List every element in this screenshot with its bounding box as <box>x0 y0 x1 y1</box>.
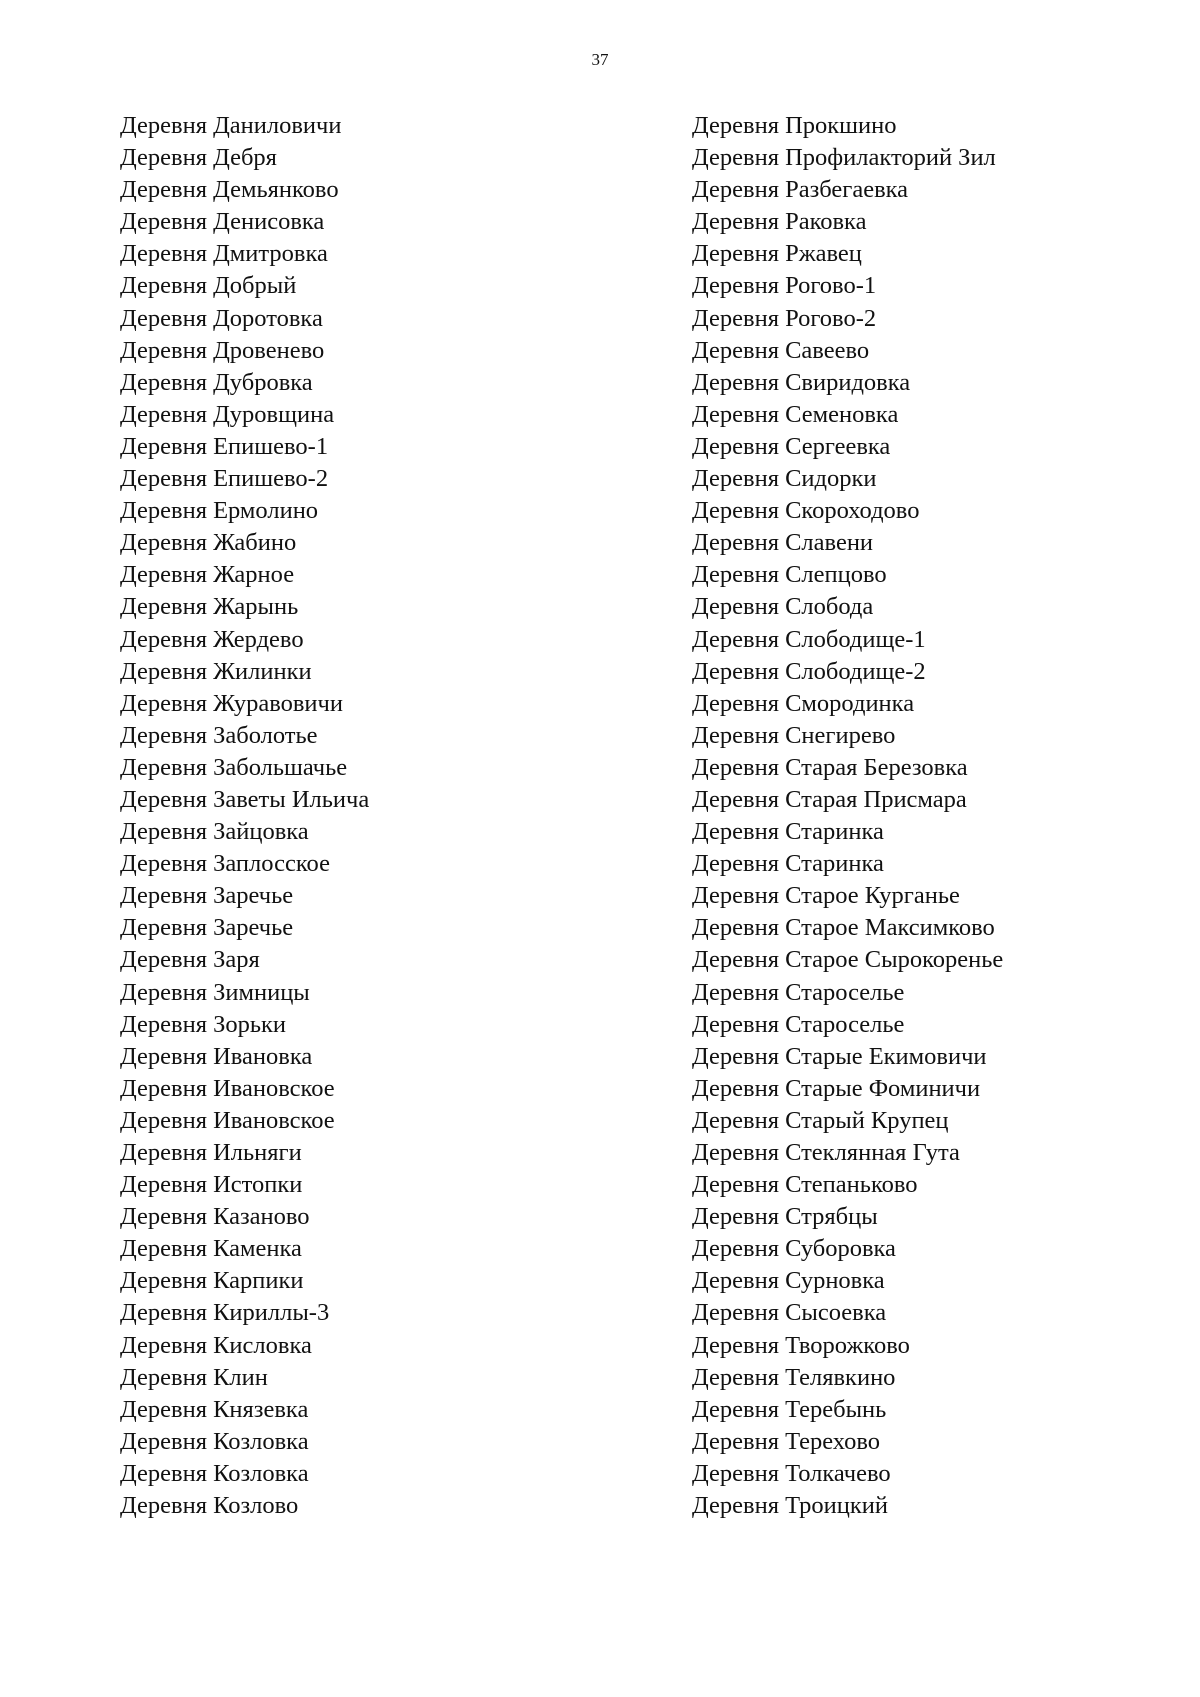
list-item: Деревня Семеновка <box>692 400 899 428</box>
list-item: Деревня Ивановка <box>120 1042 313 1070</box>
list-item: Деревня Дебря <box>120 144 277 172</box>
list-item: Деревня Демьянково <box>120 176 339 204</box>
list-item: Деревня Старая Присмара <box>692 785 967 813</box>
list-item: Деревня Забольшачье <box>120 753 348 781</box>
list-item: Деревня Старый Крупец <box>692 1106 949 1134</box>
list-item: Деревня Старое Сырокоренье <box>692 946 1004 974</box>
list-item: Деревня Дровенево <box>120 336 325 364</box>
list-item: Деревня Жарное <box>120 561 295 589</box>
list-item: Деревня Ильняги <box>120 1139 302 1166</box>
list-item: Деревня Журавовичи <box>120 689 343 717</box>
list-item: Деревня Сергеевка <box>692 432 891 460</box>
list-item: Деревня Клин <box>120 1363 268 1391</box>
list-item: Деревня Скороходово <box>692 497 920 525</box>
list-item: Деревня Заболотье <box>120 721 318 749</box>
list-item: Деревня Старые Фоминичи <box>692 1074 981 1102</box>
list-item: Деревня Свиридовка <box>692 368 911 396</box>
list-item: Деревня Сидорки <box>692 465 877 493</box>
list-item: Деревня Заречье <box>120 914 294 942</box>
list-item: Деревня Епишево-2 <box>120 465 329 493</box>
list-item: Деревня Терехово <box>692 1427 881 1455</box>
list-item: Деревня Доротовка <box>120 304 323 332</box>
list-item: Деревня Жилинки <box>120 657 312 685</box>
list-item: Деревня Прокшино <box>692 112 897 139</box>
list-item: Деревня Троицкий <box>692 1492 888 1520</box>
list-item: Деревня Старинка <box>692 818 884 846</box>
list-item: Деревня Степаньково <box>692 1171 918 1199</box>
list-item: Деревня Снегирево <box>692 721 896 749</box>
list-item: Деревня Дуровщина <box>120 400 335 428</box>
list-item: Деревня Суборовка <box>692 1235 896 1263</box>
list-item: Деревня Добрый <box>120 272 297 300</box>
list-item: Деревня Староселье <box>692 1010 905 1038</box>
list-item: Деревня Смородинка <box>692 689 915 717</box>
list-item: Деревня Казаново <box>120 1203 310 1231</box>
list-item: Деревня Толкачево <box>692 1459 891 1487</box>
list-item: Деревня Жабино <box>120 529 297 557</box>
list-item: Деревня Славени <box>692 529 874 557</box>
list-item: Деревня Разбегаевка <box>692 176 909 204</box>
list-item: Деревня Старая Березовка <box>692 753 968 781</box>
list-item: Деревня Жарынь <box>120 593 299 621</box>
list-item: Деревня Савеево <box>692 336 870 364</box>
list-item: Деревня Творожково <box>692 1331 910 1359</box>
list-item: Деревня Князевка <box>120 1395 309 1423</box>
list-item: Деревня Козлово <box>120 1492 299 1520</box>
list-item: Деревня Слободище-2 <box>692 657 926 685</box>
page-number: 37 <box>591 50 609 69</box>
list-item: Деревня Козловка <box>120 1459 309 1487</box>
list-item: Деревня Староселье <box>692 978 905 1006</box>
list-item: Деревня Каменка <box>120 1235 302 1263</box>
list-item: Деревня Ермолино <box>120 497 319 525</box>
left-column-list <box>120 110 369 1522</box>
list-item: Деревня Старое Курганье <box>692 882 960 910</box>
list-item: Деревня Слепцово <box>692 561 887 589</box>
list-item: Деревня Стеклянная Гута <box>692 1139 960 1166</box>
list-item: Деревня Заря <box>120 946 260 974</box>
list-item: Деревня Козловка <box>120 1427 309 1455</box>
list-item: Деревня Рогово-1 <box>692 272 877 300</box>
list-item: Деревня Даниловичи <box>120 112 342 139</box>
list-item: Деревня Слободище-1 <box>692 625 926 653</box>
list-item: Деревня Сысоевка <box>692 1299 887 1327</box>
list-item: Деревня Ивановское <box>120 1106 335 1134</box>
list-item: Деревня Заплосское <box>120 850 330 878</box>
list-item: Деревня Рогово-2 <box>692 304 877 332</box>
list-item: Деревня Жердево <box>120 625 304 653</box>
list-item: Деревня Карпики <box>120 1267 304 1295</box>
list-item: Деревня Теребынь <box>692 1395 887 1423</box>
list-item: Деревня Раковка <box>692 208 867 236</box>
list-item: Деревня Епишево-1 <box>120 432 329 460</box>
list-item: Деревня Денисовка <box>120 208 325 236</box>
list-item: Деревня Старинка <box>692 850 884 878</box>
list-item: Деревня Зайцовка <box>120 818 309 846</box>
list-item: Деревня Зимницы <box>120 978 310 1006</box>
list-item: Деревня Заречье <box>120 882 294 910</box>
list-item: Деревня Старое Максимково <box>692 914 995 942</box>
list-item: Деревня Истопки <box>120 1171 303 1199</box>
list-item: Деревня Стрябцы <box>692 1203 878 1231</box>
list-item: Деревня Сурновка <box>692 1267 885 1295</box>
right-column-list <box>692 110 1003 1522</box>
list-item: Деревня Кириллы-3 <box>120 1299 330 1327</box>
list-item: Деревня Зорьки <box>120 1010 287 1038</box>
list-item: Деревня Профилакторий Зил <box>692 144 996 172</box>
list-item: Деревня Ивановское <box>120 1074 335 1102</box>
list-item: Деревня Ржавец <box>692 240 862 268</box>
list-item: Деревня Слобода <box>692 593 874 621</box>
list-item: Деревня Телявкино <box>692 1363 896 1391</box>
list-item: Деревня Дубровка <box>120 368 313 396</box>
list-item: Деревня Дмитровка <box>120 240 328 268</box>
list-item: Деревня Заветы Ильича <box>120 785 370 813</box>
list-item: Деревня Старые Екимовичи <box>692 1042 987 1070</box>
list-item: Деревня Кисловка <box>120 1331 312 1359</box>
